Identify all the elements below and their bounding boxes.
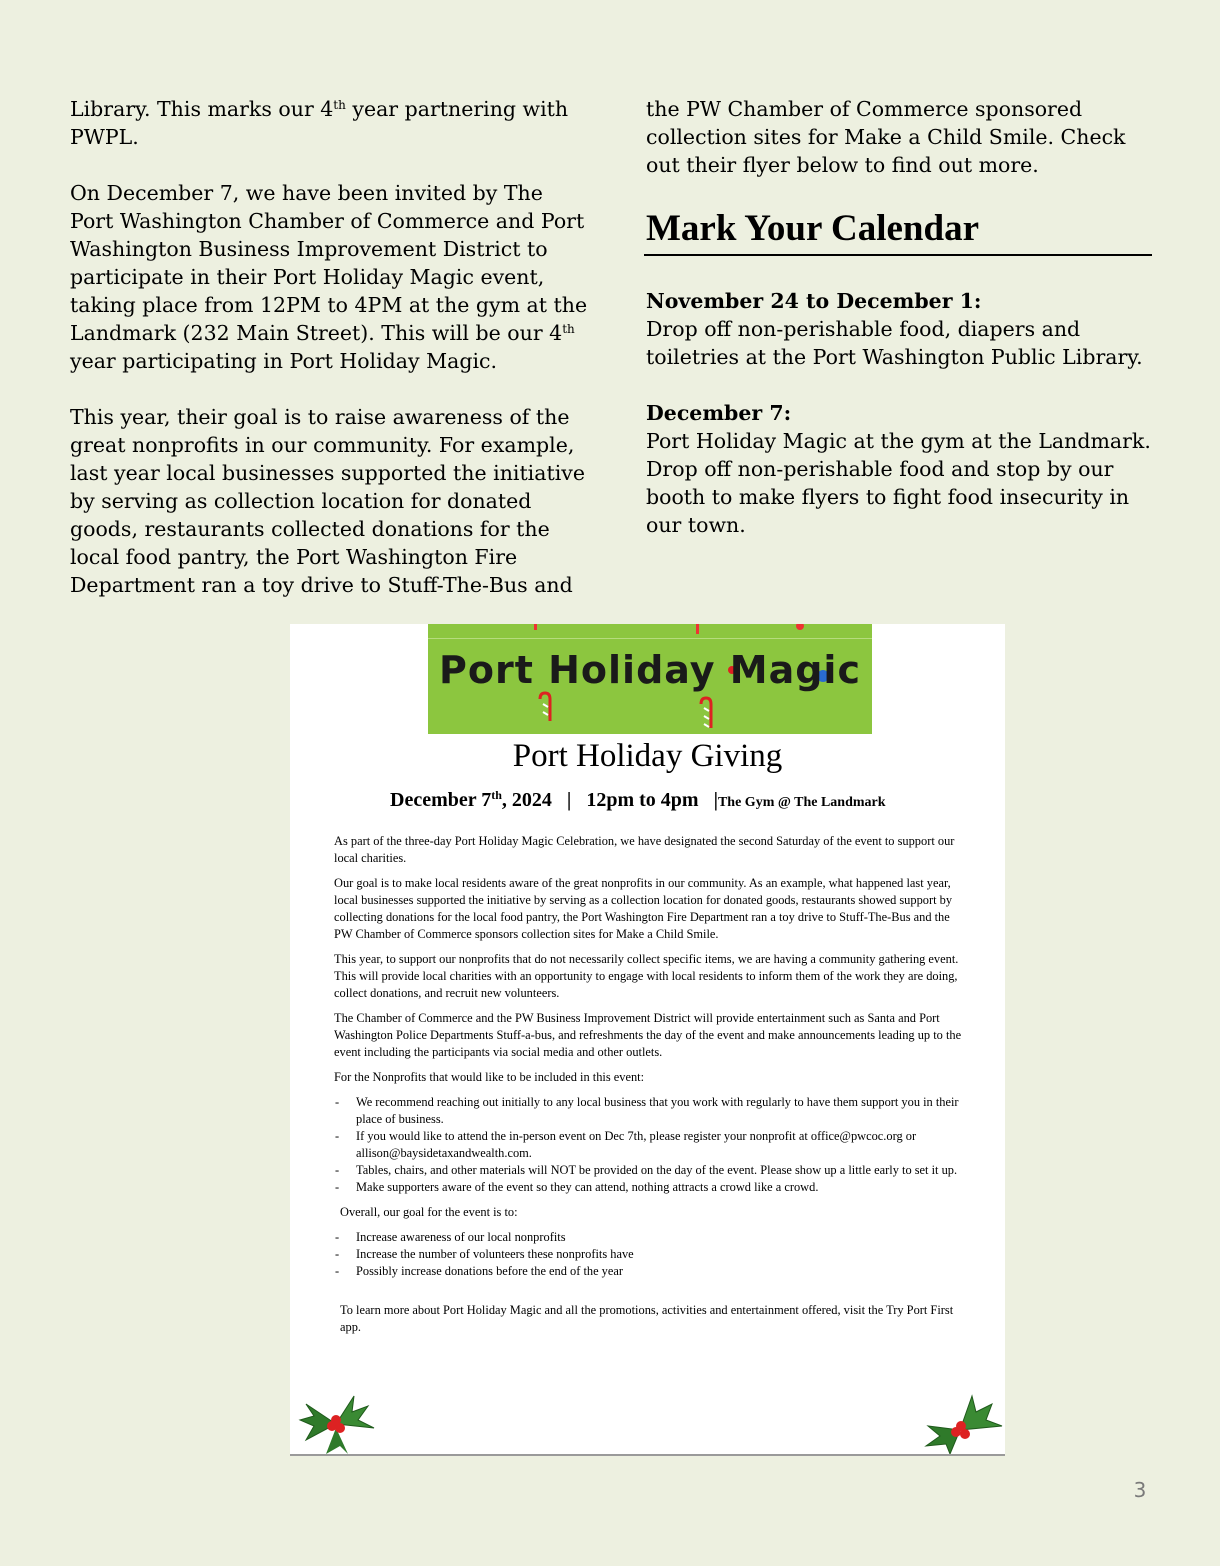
event-date: December 7th, 2024 — [390, 788, 552, 811]
list-item: - Increase the number of volunteers these nonprofits have — [334, 1246, 964, 1263]
list-intro: Overall, our goal for the event is to: — [340, 1205, 518, 1219]
flyer-body — [334, 833, 964, 1344]
flyer-title: Port Holiday Giving — [512, 738, 783, 774]
list-item: - Tables, chairs, and other materials will NOT be provided on the day of the event. Please show up a little early to set it up. — [334, 1162, 964, 1179]
flyer-event-details — [390, 789, 990, 812]
calendar-entry-date: December 7: — [646, 401, 792, 425]
flyer-closing: To learn more about Port Holiday Magic and all the promotions, activities and entertainment offered, visit the Try Port First app. — [340, 1303, 954, 1334]
list-item: - Increase awareness of our local nonprofits — [334, 1229, 964, 1246]
calendar-entry — [646, 287, 1156, 371]
left-paragraph-1: Library. This marks our 4th year partnering with PWPL. — [70, 97, 569, 149]
right-column — [646, 95, 1156, 253]
list-item: - We recommend reaching out initially to any local business that you work with regularly to have them support you in their place of business. — [334, 1094, 964, 1128]
goals-list — [334, 1229, 964, 1280]
nonprofit-list — [334, 1094, 964, 1196]
calendar-list — [646, 287, 1156, 567]
flyer-banner — [428, 624, 872, 734]
event-time: 12pm to 4pm — [586, 789, 699, 811]
separator: | — [566, 789, 572, 811]
left-paragraph-3: This year, their goal is to raise awareness of the great nonprofits in our community. For example, last year local businesses supported the initiative by serving as collection location for donated goods, restaurants collected donations for the local food pantry, the Port Washington Fire Department ran a toy drive to Stuff-The-Bus and — [70, 405, 585, 597]
banner-title: Port Holiday Magic — [439, 648, 861, 692]
holly-icon — [920, 1386, 1004, 1454]
flyer-paragraph: As part of the three-day Port Holiday Magic Celebration, we have designated the second Saturday of the event to support our local charities. — [334, 834, 955, 865]
left-paragraph-2: On December 7, we have been invited by The Port Washington Chamber of Commerce and Port Washington Business Improvement District to participate in their Port Holiday Magic event, taking place from 12PM to 4PM at the gym at the Landmark (232 Main Street). This will be our 4th year participating in Port Holiday Magic. — [70, 181, 588, 373]
calendar-entry-date: November 24 to December 1: — [646, 289, 982, 313]
page-number: 3 — [1133, 1478, 1147, 1502]
right-paragraph-1: the PW Chamber of Commerce sponsored collection sites for Make a Child Smile. Check out their flyer below to find out more. — [646, 97, 1126, 177]
calendar-heading: Mark Your Calendar — [646, 208, 979, 249]
list-item: - Possibly increase donations before the end of the year — [334, 1263, 964, 1280]
list-item: - If you would like to attend the in-person event on Dec 7th, please register your nonprofit at office@pwcoc.org or allison@baysidetaxandwealth.com. — [334, 1128, 964, 1162]
flyer-paragraph: This year, to support our nonprofits that do not necessarily collect specific items, we are having a community gathering event. This will provide local charities with an opportunity to engage with local residents to inform them of the work they are doing, collect donations, and recruit new volunteers. — [334, 952, 959, 1000]
list-item: - Make supporters aware of the event so they can attend, nothing attracts a crowd like a crowd. — [334, 1179, 964, 1196]
event-venue: The Gym @ The Landmark — [717, 795, 886, 810]
calendar-heading-rule — [644, 254, 1152, 256]
event-flyer — [290, 624, 1005, 1456]
left-column — [70, 95, 590, 627]
flyer-paragraph: The Chamber of Commerce and the PW Business Improvement District will provide entertainment such as Santa and Port Washington Police Departments Stuff-a-bus, and refreshments the day of the event and make announcements leading up to the event including the participants via social media and other outlets. — [334, 1011, 962, 1059]
separator: | — [713, 789, 718, 811]
holly-icon — [296, 1384, 376, 1454]
list-intro: For the Nonprofits that would like to be included in this event: — [334, 1070, 645, 1084]
calendar-entry-text: Drop off non-perishable food, diapers and toiletries at the Port Washington Public Library. — [646, 317, 1143, 369]
calendar-entry — [646, 399, 1156, 539]
calendar-entry-text: Port Holiday Magic at the gym at the Landmark. Drop off non-perishable food and stop by our booth to make flyers to fight food insecurity in our town. — [646, 429, 1151, 537]
flyer-paragraph: Our goal is to make local residents aware of the great nonprofits in our community. As an example, what happened last year, local businesses supported the initiative by serving as a collection location for donated goods, restaurants showed support by collecting donations for the local food pantry, the Port Washington Fire Department ran a toy drive to Stuff-The-Bus and the PW Chamber of Commerce sponsors collection sites for Make a Child Smile. — [334, 876, 953, 941]
